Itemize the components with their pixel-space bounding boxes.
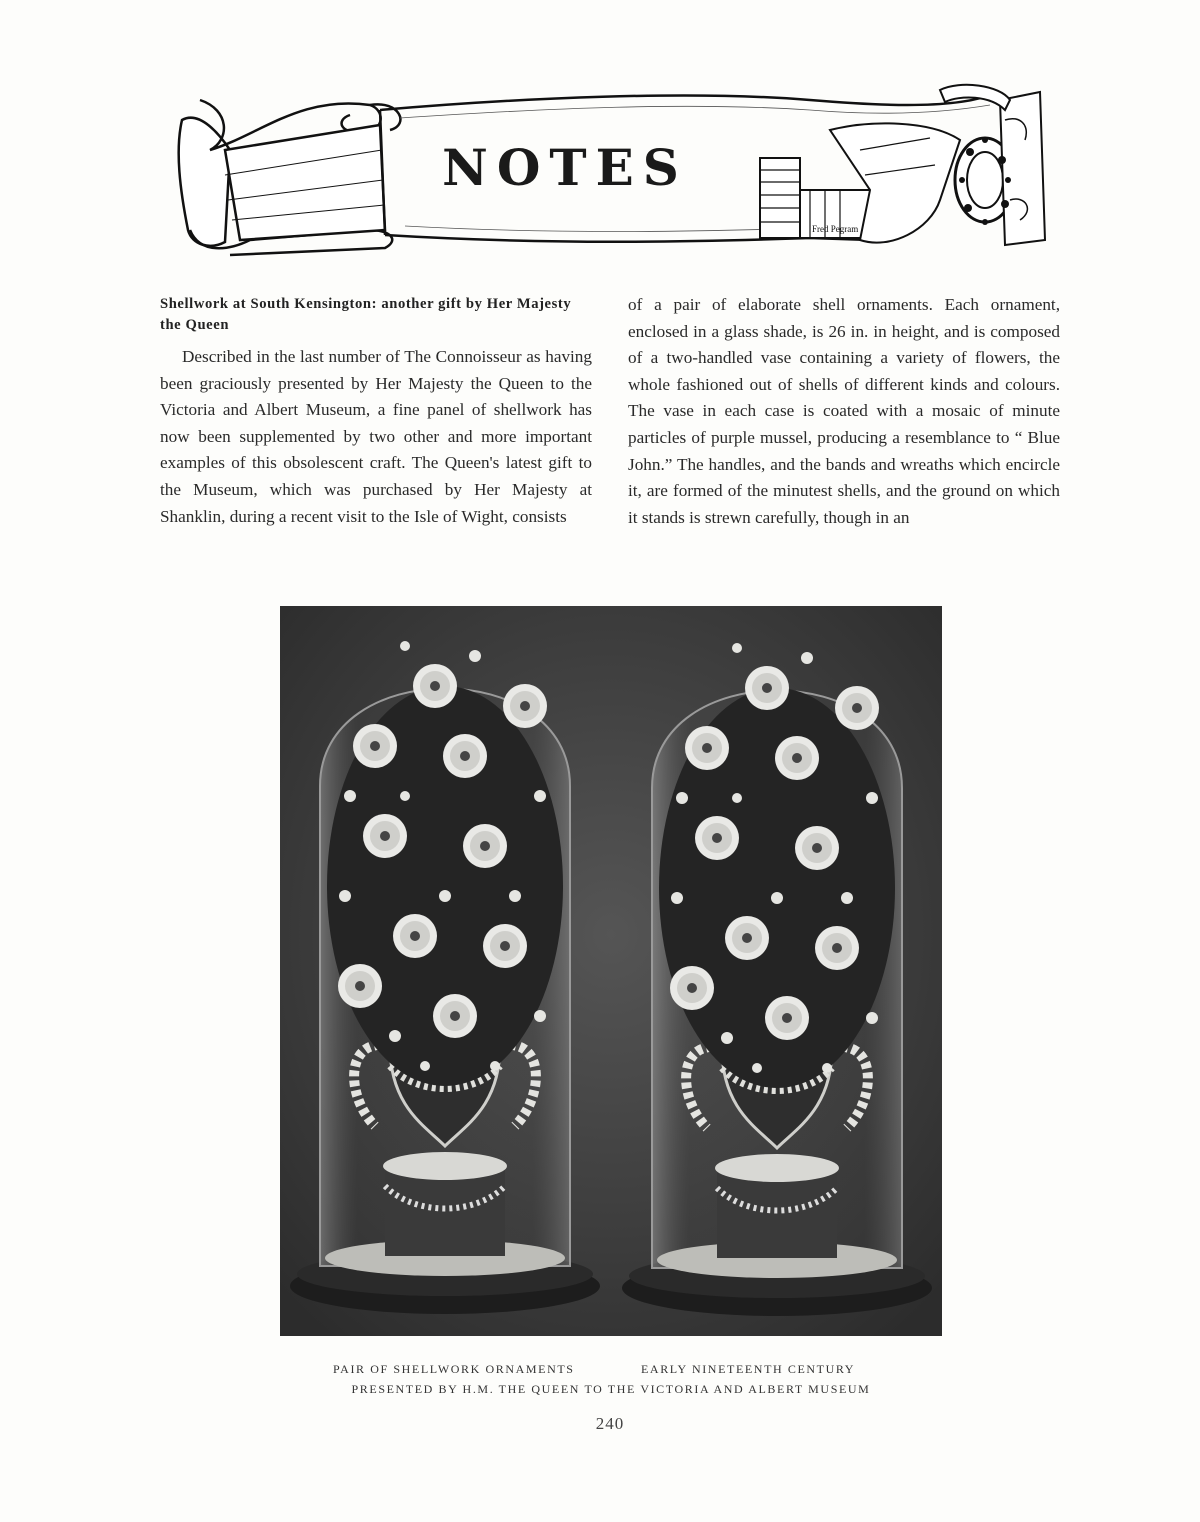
left-column (160, 292, 592, 530)
article-paragraph-right: of a pair of elaborate shell ornaments. Each ornament, enclosed in a glass shade, is 26 in. in height, and is composed of a two-handled vase containing a variety of flowers, the whole fashioned out of shells of different kinds and colours. The vase in each case is coated with a mosaic of minute particles of purple mussel, producing a resemblance to “ Blue John.” The handles, and the bands and wreaths which encircle it, are formed of the minutest shells, and the ground on which it stands is strewn carefully, though in an (628, 295, 1060, 527)
right-column (628, 292, 1060, 531)
shellwork-photograph (280, 606, 942, 1336)
figure-caption-line1 (280, 1362, 942, 1377)
left-ornament (290, 641, 600, 1314)
page-number: 240 (595, 1414, 625, 1433)
article-paragraph-left: Described in the last number of The Connoisseur as having been graciously presented by Her Majesty the Queen to the Victoria and Albert Museum, a fine panel of shellwork has now been supplemented by two other and more important examples of this obsolescent craft. The Queen's latest gift to the Museum, which was purchased by Her Majesty at Shanklin, during a recent visit to the Isle of Wight, consists (160, 347, 592, 526)
caption-title: PAIR OF SHELLWORK ORNAMENTS (333, 1362, 575, 1376)
right-ornament (622, 643, 932, 1316)
shellwork-ornaments-image (280, 606, 942, 1336)
notes-banner (170, 80, 1050, 260)
figure-caption-line2: PRESENTED BY H.M. THE QUEEN TO THE VICTORIA AND ALBERT MUSEUM (351, 1382, 871, 1396)
article-heading: Shellwork at South Kensington: another gift by Her Majesty the Queen (160, 296, 572, 333)
caption-date: EARLY NINETEENTH CENTURY (641, 1362, 856, 1376)
banner-signature: Fred Pegram (812, 224, 859, 234)
page-title: NOTES (442, 138, 688, 197)
